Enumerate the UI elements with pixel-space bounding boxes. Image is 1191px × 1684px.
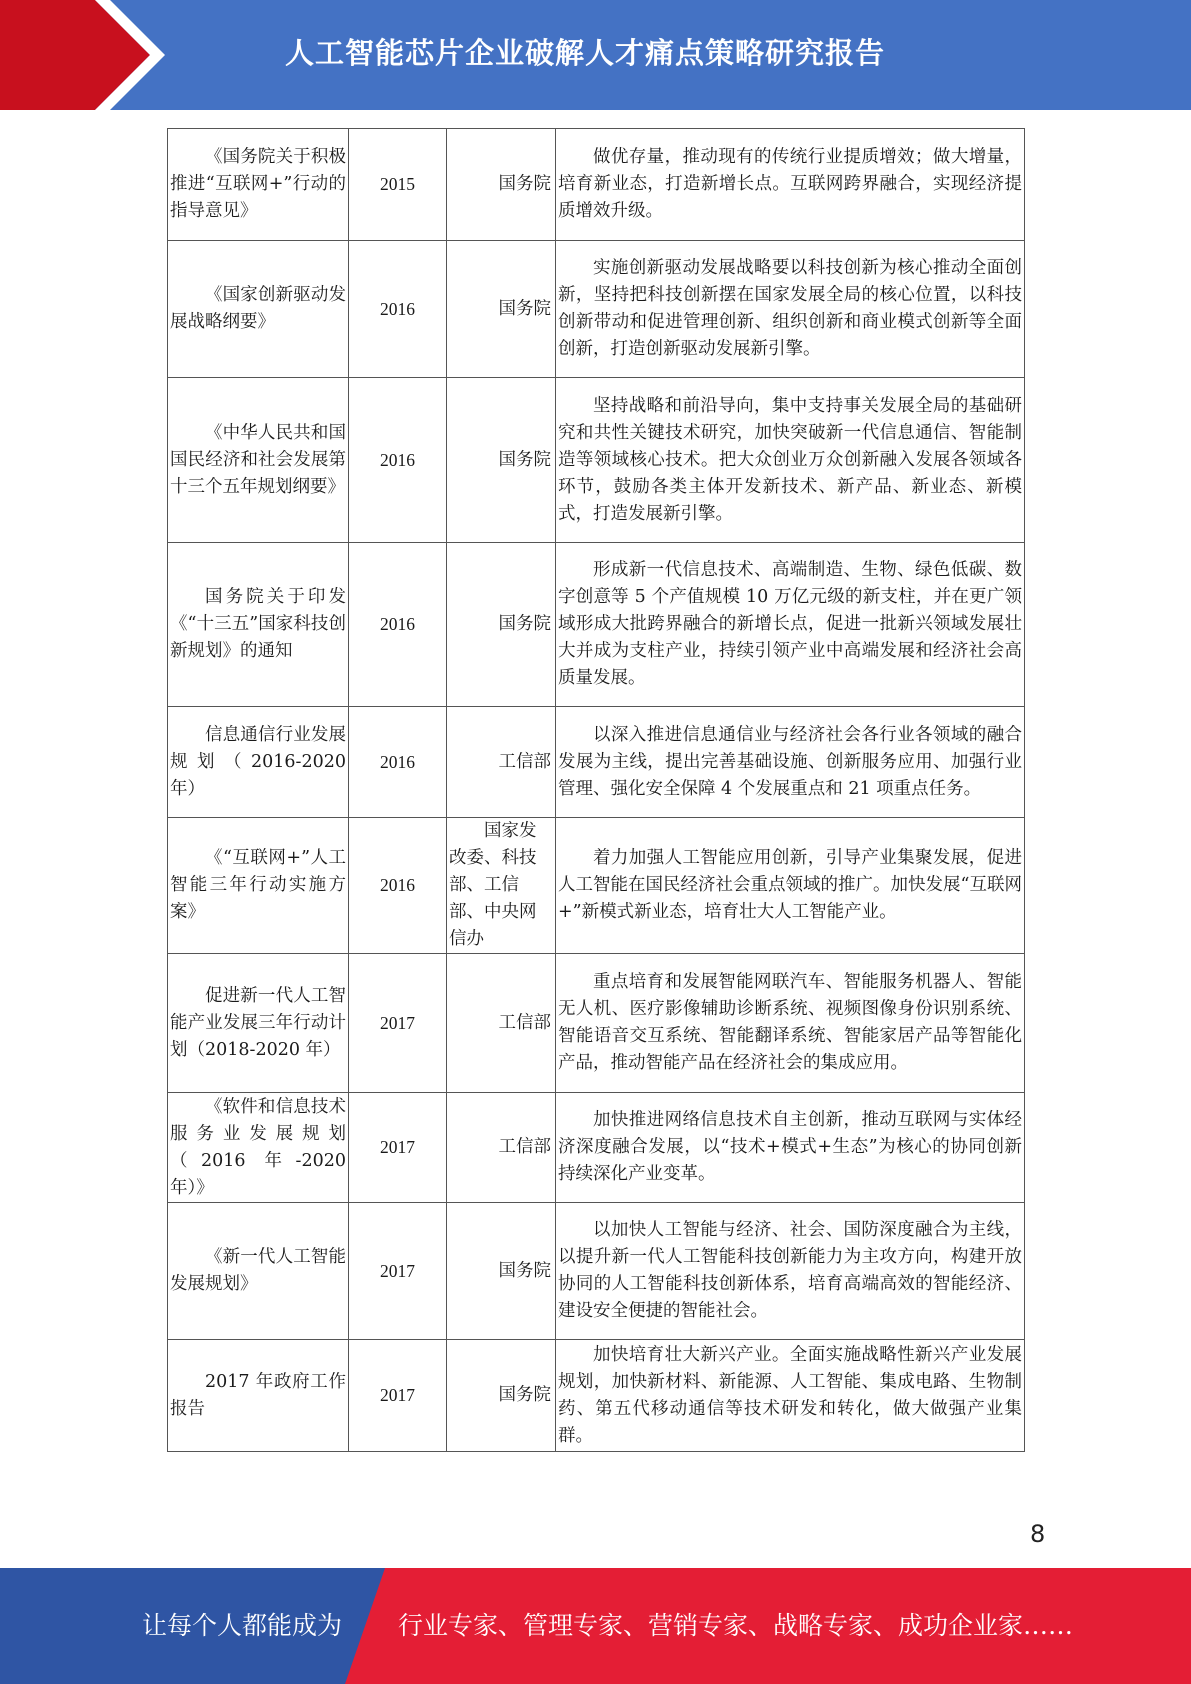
header-banner [0,0,1191,110]
footer-banner [0,1568,1191,1684]
policy-summary: 形成新一代信息技术、高端制造、生物、绿色低碳、数字创意等 5 个产值规模 10 万亿元级的新支柱，并在更广领域形成大批跨界融合的新增长点，促进一批新兴领域发展壮大并成为支柱产业，持续引领产业中高端发展和经济社会高质量发展。 [556,543,1025,707]
table-row [168,241,1025,378]
policy-summary: 着力加强人工智能应用创新，引导产业集聚发展，促进人工智能在国民经济社会重点领域的推广。加快发展“互联网+”新模式新业态，培育壮大人工智能产业。 [556,818,1025,954]
policy-department: 国务院 [447,1203,556,1340]
policy-name: 《国务院关于积极推进“互联网+”行动的指导意见》 [168,129,349,241]
policy-name: 信息通信行业发展规划（2016-2020 年） [168,707,349,818]
policy-year: 2017 [349,954,447,1093]
policy-summary: 加快推进网络信息技术自主创新，推动互联网与实体经济深度融合发展，以“技术+模式+生态”为核心的协同创新持续深化产业变革。 [556,1093,1025,1203]
policy-name: 促进新一代人工智能产业发展三年行动计划（2018-2020 年） [168,954,349,1093]
table-row [168,1203,1025,1340]
policy-name: 2017 年政府工作报告 [168,1340,349,1452]
footer-slogan-right: 行业专家、管理专家、营销专家、战略专家、成功企业家…… [398,1611,1074,1640]
policy-table [167,128,1025,1452]
policy-summary: 以深入推进信息通信业与经济社会各行业各领域的融合发展为主线，提出完善基础设施、创新服务应用、加强行业管理、强化安全保障 4 个发展重点和 21 项重点任务。 [556,707,1025,818]
policy-name: 《软件和信息技术服务业发展规划（2016 年-2020 年）》 [168,1093,349,1203]
policy-department: 工信部 [447,707,556,818]
policy-name: 《新一代人工智能发展规划》 [168,1203,349,1340]
table-row [168,129,1025,241]
page-number: 8 [1030,1520,1046,1548]
policy-year: 2016 [349,378,447,543]
policy-name: 《“互联网+”人工智能三年行动实施方案》 [168,818,349,954]
policy-department: 国务院 [447,1340,556,1452]
policy-department: 国务院 [447,241,556,378]
policy-name: 国务院关于印发《“十三五”国家科技创新规划》的通知 [168,543,349,707]
policy-department: 国务院 [447,378,556,543]
policy-year: 2017 [349,1093,447,1203]
policy-year: 2016 [349,543,447,707]
policy-summary: 以加快人工智能与经济、社会、国防深度融合为主线，以提升新一代人工智能科技创新能力为主攻方向，构建开放协同的人工智能科技创新体系，培育高端高效的智能经济、建设安全便捷的智能社会。 [556,1203,1025,1340]
policy-department: 国务院 [447,543,556,707]
policy-department: 工信部 [447,954,556,1093]
policy-summary: 加快培育壮大新兴产业。全面实施战略性新兴产业发展规划，加快新材料、新能源、人工智能、集成电路、生物制药、第五代移动通信等技术研发和转化，做大做强产业集群。 [556,1340,1025,1452]
table-row [168,707,1025,818]
policy-year: 2016 [349,818,447,954]
policy-summary: 坚持战略和前沿导向，集中支持事关发展全局的基础研究和共性关键技术研究，加快突破新一代信息通信、智能制造等领域核心技术。把大众创业万众创新融入发展各领域各环节，鼓励各类主体开发新技术、新产品、新业态、新模式，打造发展新引擎。 [556,378,1025,543]
table-row [168,818,1025,954]
policy-name: 《中华人民共和国国民经济和社会发展第十三个五年规划纲要》 [168,378,349,543]
document-title: 人工智能芯片企业破解人才痛点策略研究报告 [285,36,886,70]
table-row [168,954,1025,1093]
footer-slogan-left: 让每个人都能成为 [142,1611,343,1640]
policy-department: 国家发改委、科技部、工信部、中央网信办 [447,818,556,954]
policy-department: 工信部 [447,1093,556,1203]
policy-year: 2016 [349,707,447,818]
policy-year: 2015 [349,129,447,241]
table-row [168,378,1025,543]
policy-department: 国务院 [447,129,556,241]
policy-summary: 做优存量，推动现有的传统行业提质增效；做大增量，培育新业态，打造新增长点。互联网跨界融合，实现经济提质增效升级。 [556,129,1025,241]
table-row [168,543,1025,707]
policy-year: 2016 [349,241,447,378]
policy-year: 2017 [349,1203,447,1340]
policy-name: 《国家创新驱动发展战略纲要》 [168,241,349,378]
table-row [168,1093,1025,1203]
table-row [168,1340,1025,1452]
policy-summary: 重点培育和发展智能网联汽车、智能服务机器人、智能无人机、医疗影像辅助诊断系统、视频图像身份识别系统、智能语音交互系统、智能翻译系统、智能家居产品等智能化产品，推动智能产品在经济社会的集成应用。 [556,954,1025,1093]
policy-year: 2017 [349,1340,447,1452]
policy-summary: 实施创新驱动发展战略要以科技创新为核心推动全面创新，坚持把科技创新摆在国家发展全局的核心位置，以科技创新带动和促进管理创新、组织创新和商业模式创新等全面创新，打造创新驱动发展新引擎。 [556,241,1025,378]
